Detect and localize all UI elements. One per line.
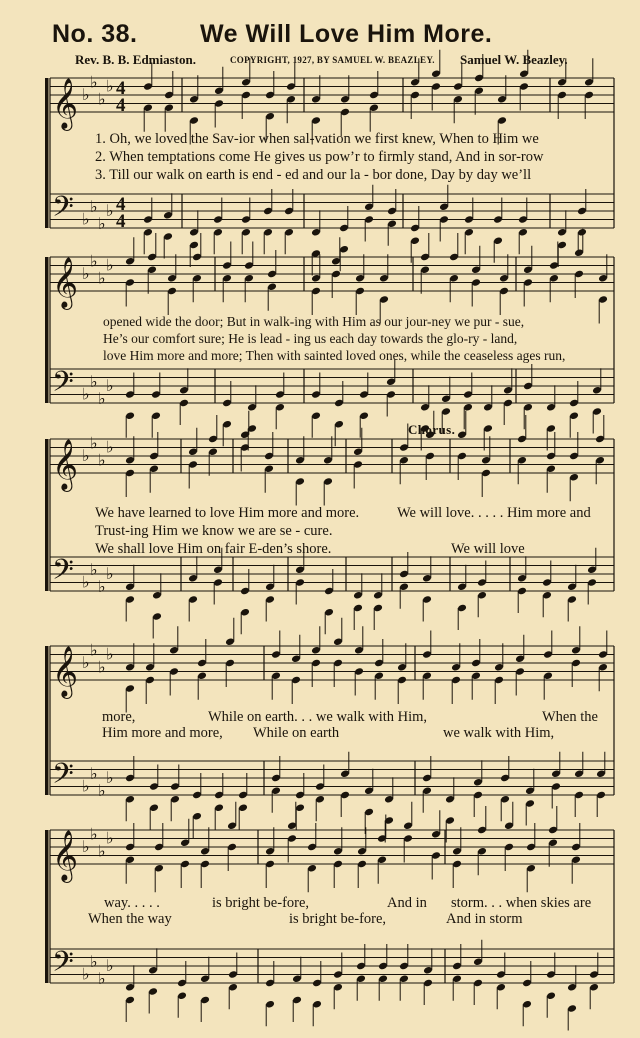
chorus-lyric-2b-part1: Him more and more, — [102, 725, 223, 741]
copyright-notice: COPYRIGHT, 1927, BY SAMUEL W. BEAZLEY. — [230, 55, 435, 65]
time-signature-top: 4 — [116, 194, 126, 215]
lyric-verse-2-line-3: Trust-ing Him we know we are se - cure. — [95, 523, 333, 539]
chorus-lyric-2b-part3: we walk with Him, — [443, 725, 555, 741]
system-bracket — [45, 439, 49, 591]
time-signature-bottom: 4 — [116, 95, 126, 116]
chorus-lyric-2a-part2: While on earth. . . we walk with Him, — [208, 709, 428, 725]
flat-icon: ♭ — [82, 653, 90, 672]
chorus-lyric-3a-part4: storm. . . when skies are — [451, 895, 592, 911]
flat-icon: ♭ — [106, 564, 114, 583]
flat-icon: ♭ — [98, 841, 106, 861]
flat-icon: ♭ — [90, 824, 98, 844]
treble-clef-icon: 𝄞 — [52, 257, 79, 308]
flat-icon: ♭ — [106, 768, 114, 787]
flat-icon: ♭ — [90, 251, 98, 271]
flat-icon: ♭ — [98, 268, 106, 288]
flat-icon: ♭ — [106, 376, 114, 395]
treble-clef-icon: 𝄞 — [52, 439, 79, 490]
flat-icon: ♭ — [98, 657, 106, 677]
lyric-verse-2-line-2: He’s our comfort sure; He is lead - ing us each day towards the glo-ry - land, — [103, 331, 518, 346]
composer-credit: Samuel W. Beazley. — [460, 52, 568, 67]
system-bracket — [45, 78, 49, 228]
flat-icon: ♭ — [90, 433, 98, 453]
chorus-lyric-2b-part2: While on earth — [253, 725, 340, 741]
flat-icon: ♭ — [90, 951, 98, 971]
flat-icon: ♭ — [106, 644, 114, 664]
chorus-bass-lyric-1: We will love — [451, 541, 525, 557]
lyric-verse-2-line-1: 2. When temptations come He gives us pow’r to firmly stand, And in sor-row — [95, 149, 544, 165]
system-bracket — [45, 830, 49, 983]
flat-icon: ♭ — [82, 837, 90, 856]
flat-icon: ♭ — [90, 559, 98, 579]
flat-icon: ♭ — [106, 201, 114, 220]
lyricist-credit: Rev. B. B. Edmiaston. — [75, 52, 196, 67]
treble-clef-icon: 𝄞 — [52, 830, 79, 881]
flat-icon: ♭ — [98, 780, 106, 800]
bass-clef-icon: 𝄢 — [52, 945, 74, 986]
time-signature-bottom: 4 — [116, 211, 126, 232]
lyric-verse-1-line-2: opened wide the door; But in walk-ing with Him as our jour-ney we pur - sue, — [103, 314, 525, 329]
hymn-title: We Will Love Him More. — [200, 20, 493, 48]
flat-icon: ♭ — [98, 450, 106, 470]
flat-icon: ♭ — [90, 196, 98, 216]
flat-icon: ♭ — [98, 89, 106, 109]
flat-icon: ♭ — [82, 776, 90, 796]
flat-icon: ♭ — [82, 446, 90, 465]
flat-icon: ♭ — [106, 956, 114, 975]
lyric-verse-3-line-1: 3. Till our walk on earth is end - ed and our la - bor done, Day by day we’ll — [95, 167, 532, 183]
lyric-verse-1-line-3: We have learned to love Him more and more. — [95, 505, 360, 521]
flat-icon: ♭ — [82, 264, 90, 283]
bass-clef-icon: 𝄢 — [52, 190, 74, 231]
flat-icon: ♭ — [82, 964, 90, 984]
system-bracket — [45, 257, 49, 403]
flat-icon: ♭ — [98, 388, 106, 408]
chorus-lyric-2a-part1: more, — [102, 709, 136, 725]
flat-icon: ♭ — [98, 213, 106, 233]
system-bracket — [45, 646, 49, 795]
lyric-verse-3-line-2: love Him more and more; Then with sainted loved ones, while the ceaseless ages run, — [103, 348, 566, 363]
flat-icon: ♭ — [82, 384, 90, 404]
flat-icon: ♭ — [82, 209, 90, 229]
flat-icon: ♭ — [82, 85, 90, 104]
flat-icon: ♭ — [98, 576, 106, 596]
lyric-verse-3-line-3: We shall love Him on fair E-den’s shore. — [95, 541, 332, 557]
flat-icon: ♭ — [90, 72, 98, 92]
chorus-lyric-3b-part3: And in storm — [446, 911, 523, 927]
flat-icon: ♭ — [98, 968, 106, 988]
flat-icon: ♭ — [106, 828, 114, 848]
treble-clef-icon: 𝄞 — [52, 646, 79, 697]
lyric-verse-1-line-1: 1. Oh, we loved the Sav-ior when sal-vation we first knew, When to Him we — [95, 131, 539, 147]
time-signature-top: 4 — [116, 78, 126, 99]
bass-clef-icon: 𝄢 — [52, 553, 74, 594]
treble-clef-icon: 𝄞 — [52, 78, 79, 129]
chorus-lyric-3a-part2: is bright be-fore, — [212, 895, 310, 911]
chorus-lyric-3a-part3: And in — [387, 895, 427, 911]
bass-clef-icon: 𝄢 — [52, 365, 74, 406]
flat-icon: ♭ — [90, 763, 98, 783]
chorus-lyric-3b-part2: is bright be-fore, — [289, 911, 387, 927]
flat-icon: ♭ — [106, 255, 114, 275]
flat-icon: ♭ — [90, 640, 98, 660]
bass-clef-icon: 𝄢 — [52, 757, 74, 798]
flat-icon: ♭ — [106, 76, 114, 96]
hymn-number: No. 38. — [52, 20, 138, 48]
flat-icon: ♭ — [106, 437, 114, 457]
flat-icon: ♭ — [82, 572, 90, 592]
chorus-label: Chorus. — [408, 422, 456, 437]
chorus-lyric-2a-part3: When the — [542, 709, 598, 725]
flat-icon: ♭ — [90, 371, 98, 391]
chorus-soprano-lyric-1: We will love. . . . . Him more and — [397, 505, 591, 521]
chorus-lyric-3b-part1: When the way — [88, 911, 172, 927]
chorus-lyric-3a-part1: way. . . . . — [104, 895, 160, 911]
